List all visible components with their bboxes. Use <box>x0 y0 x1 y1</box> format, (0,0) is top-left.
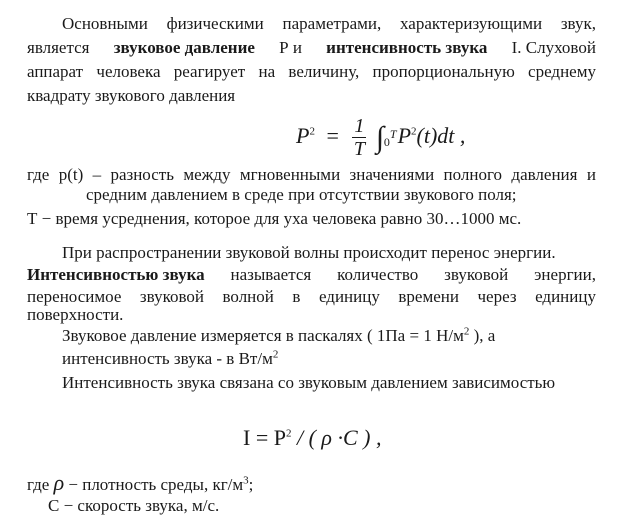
term-intensity: Интенсивностью звука <box>27 265 205 284</box>
formula-mean-square-pressure: $P^2$ = $\frac{1}{T}$ ∫ T 0 $P^2(t)dt$ , <box>296 108 465 164</box>
term-sound-intensity: интенсивность звука <box>326 38 488 57</box>
formula-intensity: $I = P^2$ / ( ρ ·C ) , <box>243 425 382 450</box>
units-line1: Звуковое давление измеряется в паскалях ( 1Па = 1 $Н/м^2$ ), а <box>62 325 496 345</box>
p1-line4: квадрату звукового давления <box>27 86 236 105</box>
def1-line3: Т − время усреднения, которое для уха человека равно 30…1000 мс. <box>27 209 522 228</box>
fraction-one-over-t: $\frac{1}{T}$ <box>353 115 365 161</box>
p2-line4: поверхности. <box>27 305 124 324</box>
p1-line1: Основными физическими параметрами, характеризующими звук, <box>62 14 596 33</box>
p2-line2: Интенсивностью звука называется количество звуковой энергии, <box>27 265 596 284</box>
def2-line2: С − скорость звука, м/с. <box>48 496 220 515</box>
p2-line3: переносимое звуковой волной в единицу времени через единицу <box>27 287 596 306</box>
term-sound-pressure: звуковое давление <box>113 38 255 57</box>
p2-line1: При распространении звуковой волны происходит перенос энергии. <box>62 243 556 262</box>
p3-line1: Интенсивность звука связана со звуковым давлением зависимостью <box>62 373 556 392</box>
def1-line1: где p(t) – разность между мгновенными значениями полного давления и <box>27 165 596 184</box>
def1-line2: средним давлением в среде при отсутствии звукового поля; <box>86 185 517 204</box>
p1-line3: аппарат человека реагирует на величину, пропорциональную среднему <box>27 62 596 81</box>
units-line2: интенсивность звука - в $Вт/м^2$ <box>62 348 279 368</box>
rho-symbol: ρ <box>53 470 65 495</box>
p1-line2: является звуковое давление Р и интенсивность звука I. Слуховой <box>27 38 596 57</box>
def2-line1: где ρ − плотность среды, $кг/м^3$; <box>27 470 254 495</box>
integral-sign: ∫ T 0 <box>375 120 397 154</box>
